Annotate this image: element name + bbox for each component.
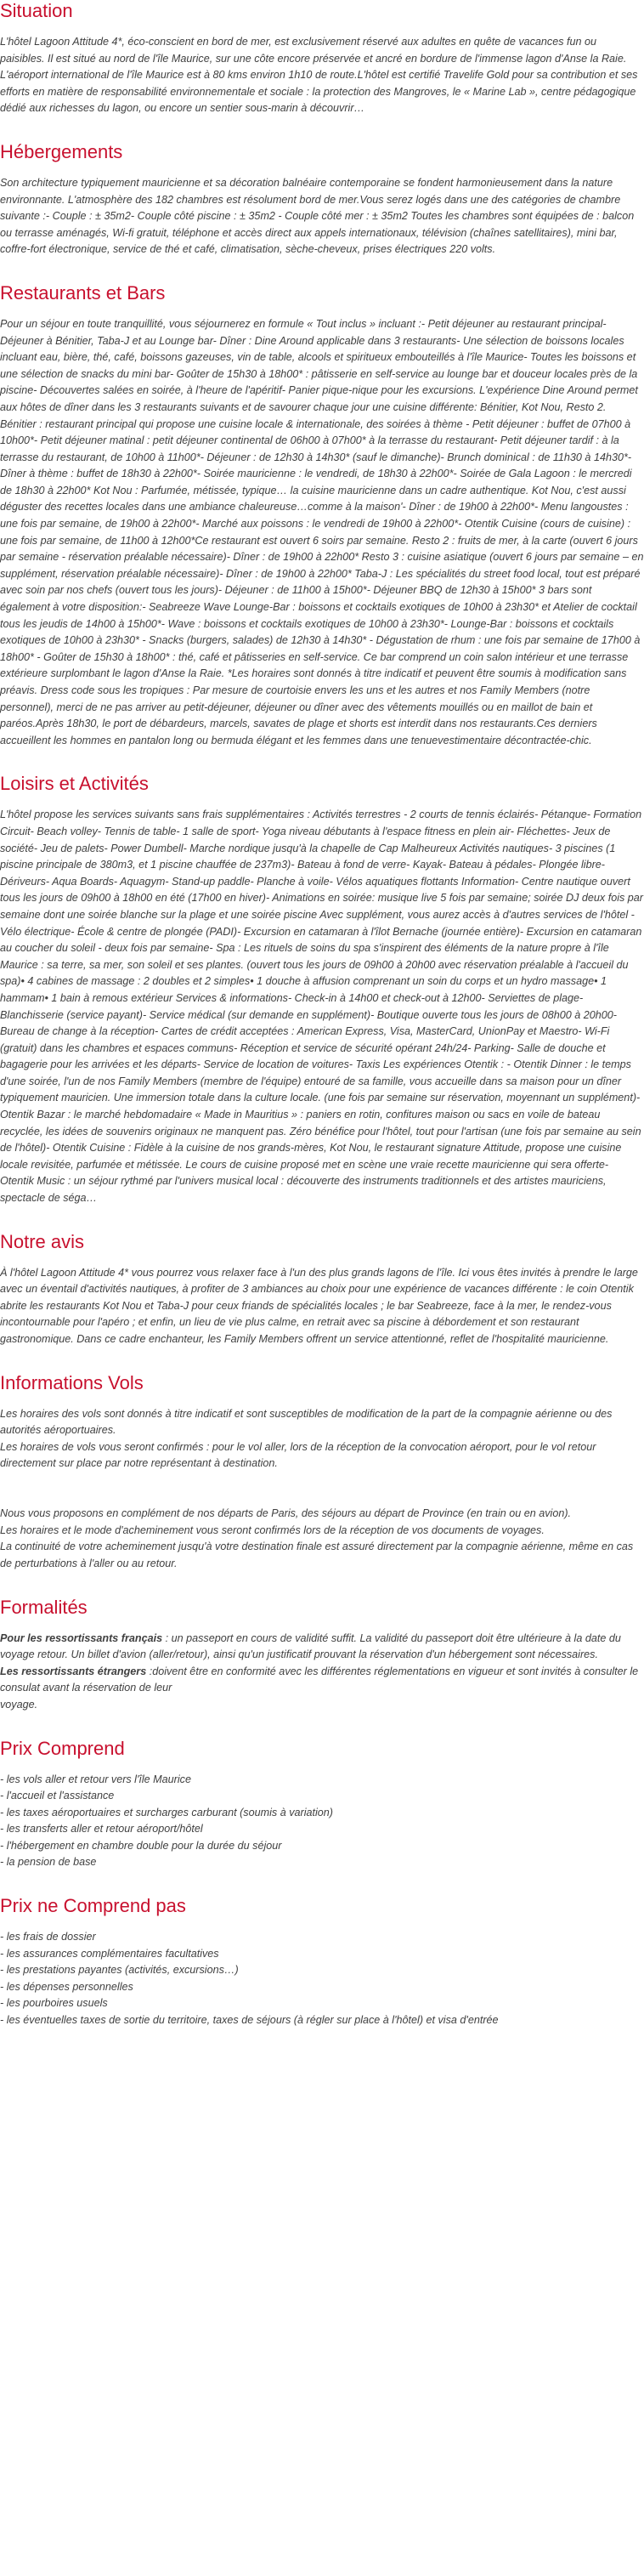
loisirs-text: L'hôtel propose les services suivants sans frais supplémentaires : Activités terrestres - 2 courts de tennis éclairés- Pétanque- Formation Circuit- Beach volley- Tennis de table- 1 salle de sport- Yoga niveau débutants à l'espace fitness en plein air- Fléchettes- Jeux de société- Jeu de palets- Power Dumbell- Marche nordique jusqu'à la chapelle de Cap Malheureux Activités nautiques- 3 piscines (1 piscine principale de 380m3, et 1 piscine chauffée de 237m3)- Bateau à fond de verre- Kayak- Bateau à pédales- Plongée libre- Dériveurs- Aqua Boards- Aquagym- Stand-up paddle- Planche à voile- Vélos aquatiques flottants Information- Centre nautique ouvert tous les jours de 09h00 à 18h00 en été (17h00 en hiver)- Animations en soirée: musique live 5 fois par semaine; soirée DJ deux fois par semaine dont une soirée blanche sur la plage et une soirée piscine Avec supplément, vous aurez accès à d'autres services de l'hôtel - Vélo électrique- École & centre de plongée (PADI)- Excursion en catamaran à l'îlot Bernache (journée entière)- Excursion en catamaran au coucher du soleil - deux fois par semaine- Spa : Les rituels de soins du spa s'inspirent des éléments de la nature propre à l'île Maurice : sa terre, sa mer, son soleil et ses plantes. (ouvert tous les jours de 09h00 à 20h00 avec réservation préalable à l'accueil du spa)• 4 cabines de massage : 2 doubles et 2 simples• 1 douche à affusion comprenant un soin du corps et un hydro massage• 1 hammam• 1 bain à remous extérieur Services & informations- Check-in à 14h00 et check-out à 12h00- Serviettes de plage- Blanchisserie (service payant)- Service médical (sur demande en supplément)- Boutique ouverte tous les jours de 08h00 à 20h00- Bureau de change à la réception- Cartes de crédit acceptées : American Express, Visa, MasterCard, UnionPay et Maestro- Wi-Fi (gratuit) dans les chambres et espaces communs- Réception et service de sécurité opérant 24h/24- Parking- Salle de douche et bagagerie pour les arrivées et les départs- Service de location de voitures- Taxis Les expériences Otentik : - Otentik Dinner : le temps d'une soirée, l'un de nos Family Members (membre de l'équipe) entouré de sa famille, vous accueille dans sa maison pour un dîner typiquement mauricien. Une immersion totale dans la culture locale. (une fois par semaine sur réservation, moyennant un supplément)- Otentik Bazar : le marché hebdomadaire « Made in Mauritius » : paniers en rotin, confitures maison ou sacs en voile de bateau recyclée, les idées de souvenirs originaux ne manquent pas. Zéro bénéfice pour l'hôtel, tout pour l'artisan (une fois par semaine au sein de l'hôtel)- Otentik Cuisine : Fidèle à la cuisine de nos grands-mères, Kot Nou, le restaurant signature Attitude, propose une cuisine locale revisitée, parfumée et métissée. Le cours de cuisine proposé met en scène une vraie recette mauricienne qui sera offerte- Otentik Music : un séjour rythmé par l'univers musical local : découverte des instruments traditionnels et des artistes mauriciens, spectacle de séga… <box>0 809 643 1205</box>
formalites-etrangers-text: :doivent être en conformité avec les différentes réglementations en vigueur et sont invités à consulter le consulat avant la réservation de leur <box>0 1665 639 1694</box>
section-title-situation: Situation <box>0 0 73 21</box>
formalites-etrangers-label: Les ressortissants étrangers <box>0 1665 147 1677</box>
section-restaurants <box>0 282 644 749</box>
section-title-formalites: Formalités <box>0 1596 88 1618</box>
formalites-francais-label: Pour les ressortissants français <box>0 1631 163 1644</box>
situation-text: L'hôtel Lagoon Attitude 4*, éco-conscient en bord de mer, est exclusivement réservé aux adultes en quête de vacances fun ou paisibles. Il est situé au nord de l'île Maurice, sur une côte encore préservée et ancré en bordure de l'immense lagon d'Anse la Raie. L'aéroport international de l'île Maurice est à 80 kms environ 1h10 de route.L'hôtel est certifié Travelife Gold pour sa contribution et ses efforts en matière de responsabilité environnementale et sociale : la protection des Mangroves, le « Marine Lab », centre pédagogique dédié aux richesses du lagon, ou encore un sentier sous-marin à découvrir… <box>0 36 638 115</box>
section-formalites <box>0 1597 644 1714</box>
formalites-francais-text: : un passeport en cours de validité suffit. La validité du passeport doit être ultérieure à la date du voyage retour. Un billet d'avion (aller/retour), ainsi qu'un justificatif prouvant la réservation d'un hébergement sont nécessaires. <box>0 1631 621 1661</box>
list-item: - la pension de base <box>0 1854 644 1871</box>
vols-text-5: La continuité de votre acheminement jusqu'à votre destination finale est assuré directement par la compagnie aérienne, même en cas de perturbations à l'aller ou au retour. <box>0 1540 634 1569</box>
list-item: - les dépenses personnelles <box>0 1979 644 1996</box>
list-item: - les pourboires usuels <box>0 1995 644 2012</box>
list-item: - les taxes aéroportuaires et surcharges carburant (soumis à variation) <box>0 1805 644 1822</box>
list-item: - les éventuelles taxes de sortie du territoire, taxes de séjours (à régler sur place à l'hôtel) et visa d'entrée <box>0 2012 644 2029</box>
section-hebergements <box>0 141 644 258</box>
section-title-loisirs: Loisirs et Activités <box>0 773 149 795</box>
restaurants-text: Pour un séjour en toute tranquillité, vous séjournerez en formule « Tout inclus » incluant :- Petit déjeuner au restaurant principal- Déjeuner à Bénitier, Taba-J et au Lounge bar- Dîner : Dine Around applicable dans 3 restaurants- Une sélection de boissons locales incluant eau, bière, thé, café, boissons gazeuses, vin de table, alcools et spiritueux embouteillés à l'île Maurice- Toutes les boissons et une sélection de snacks du mini bar- Goûter de 15h30 à 18h00* : pâtisserie en self-service au lounge bar et douceur locales près de la piscine- Découvertes salées en soirée, à l'heure de l'apéritif- Panier pique-nique pour les excursions. L'expérience Dine Around permet aux hôtes de dîner dans les 3 restaurants suivants et de savourer chaque jour une cuisine différente: Bénitier, Kot Nou, Resto 2. Bénitier : restaurant principal qui propose une cuisine locale & internationale, des soirées à thème - Petit déjeuner : buffet de 07h00 à 10h00*- Petit déjeuner matinal : petit déjeuner continental de 06h00 à 07h00* à la terrasse du restaurant- Petit déjeuner tardif : à la terrasse du restaurant, de 10h00 à 11h00*- Déjeuner : de 12h30 à 14h30* (sauf le dimanche)- Brunch dominical : de 11h30 à 14h30*- Dîner à thème : buffet de 18h30 à 22h00*- Soirée mauricienne : le vendredi, de 18h30 à 22h00*- Soirée de Gala Lagoon : le mercredi de 18h30 à 22h00* Kot Nou : Parfumée, métissée, typique… la cuisine mauricienne dans un cadre authentique. Kot Nou, c'est aussi déguster des recettes locales dans une ambiance chaleureuse…comme à la maison'- Dîner : de 19h00 à 22h00*- Menu langoustes : une fois par semaine, de 19h00 à 22h00*- Marché aux poissons : le vendredi de 19h00 à 22h00*- Otentik Cuisine (cours de cuisine) : une fois par semaine, de 11h00 à 12h00*Ce restaurant est ouvert 6 soirs par semaine. Resto 2 : fruits de mer, à la carte (ouvert 6 jours par semaine - réservation préalable nécessaire)- Dîner : de 19h00 à 22h00* Resto 3 : cuisine asiatique (ouvert 6 jours par semaine – en supplément, réservation préalable nécessaire)- Dîner : de 19h00 à 22h00* Taba-J : Les spécialités du street food local, tout est préparé avec soin par nos chefs (ouvert tous les jours)- Déjeuner : de 11h00 à 15h00*- Déjeuner BBQ de 12h30 à 15h00* 3 bars sont également à votre disposition:- Seabreeze Wave Lounge-Bar : boissons et cocktails exotiques de 10h00 à 23h30* et Atelier de cocktail tous les jeudis de 14h00 à 15h00*- Wave : boissons et cocktails exotiques de 10h00 à 23h30*- Lounge-Bar : boissons et cocktails exotiques de 10h00 à 23h30* - Snacks (burgers, salades) de 12h30 à 14h30* - Dégustation de rhum : une fois par semaine de 17h00 à 18h00* - Goûter de 15h30 à 18h00* : thé, café et pâtisseries en self-service. Ce bar comprend un coin salon intérieur et une terrasse extérieure surplombant le lagon d'Anse la Raie. *Les horaires sont donnés à titre indicatif et peuvent être soumis à modification sans préavis. Dress code sous les tropiques : Par mesure de courtoisie envers les uns et les autres et nos Family Members (notre personnel), merci de ne pas arriver au petit-déjeuner, déjeuner ou dîner avec des vêtements mouillés ou en maillot de bain et paréos.Après 18h30, le port de débardeurs, marcels, savates de plage et shorts est interdit dans nos restaurants.Ces derniers accueillent les hommes en pantalon long ou bermuda élégant et les femmes dans une tenuevestimentaire décontractée-chic. <box>0 317 644 746</box>
section-title-prix-ne-comprend-pas: Prix ne Comprend pas <box>0 1895 186 1917</box>
section-title-avis: Notre avis <box>0 1230 85 1252</box>
vols-text-3: Nous vous proposons en complément de nos départs de Paris, des séjours au départ de Province (en train ou en avion). <box>0 1507 572 1520</box>
section-prix-comprend <box>0 1738 644 1872</box>
formalites-francais <box>0 1631 644 1664</box>
section-title-hebergements: Hébergements <box>0 140 123 162</box>
list-item: - les prestations payantes (activités, excursions…) <box>0 1962 644 1979</box>
list-item: - les transferts aller et retour aéroport/hôtel <box>0 1821 644 1838</box>
section-loisirs <box>0 773 644 1206</box>
formalites-etrangers-tail: voyage. <box>0 1698 38 1711</box>
list-item: - l'accueil et l'assistance <box>0 1788 644 1805</box>
hebergements-text: Son architecture typiquement mauricienne et sa décoration balnéaire contemporaine se fondent harmonieusement dans la nature environnante. L'atmosphère des 182 chambres est résolument bord de mer.Vous serez logés dans une des catégories de chambre suivante :- Couple : ± 35m2- Couple côté piscine : ± 35m2 - Couple côté mer : ± 35m2 Toutes les chambres sont équipées de : balcon ou terrasse aménagés, Wi-fi gratuit, téléphone et accès direct aux appels internationaux, télévision (chaînes satellitaires), mini bar, coffre-fort électronique, service de thé et café, climatisation, sèche-cheveux, prises électriques 220 volts. <box>0 176 635 256</box>
prix-comprend-list <box>0 1772 644 1872</box>
vols-text-1: Les horaires des vols sont donnés à titre indicatif et sont susceptibles de modification de la part de la compagnie aérienne ou des autorités aéroportuaires. <box>0 1407 613 1437</box>
vols-text-4: Les horaires et le mode d'acheminement vous seront confirmés lors de la réception de vos documents de voyages. <box>0 1523 545 1536</box>
list-item: - les frais de dossier <box>0 1929 644 1946</box>
prix-ne-comprend-list <box>0 1929 644 2029</box>
section-situation <box>0 0 644 117</box>
formalites-etrangers <box>0 1664 644 1697</box>
section-title-vols: Informations Vols <box>0 1371 144 1393</box>
section-title-prix-comprend: Prix Comprend <box>0 1737 125 1759</box>
section-avis <box>0 1231 644 1348</box>
list-item: - les assurances complémentaires facultatives <box>0 1946 644 1963</box>
avis-text: À l'hôtel Lagoon Attitude 4* vous pourrez vous relaxer face à l'un des plus grands lagons de l'île. Ici vous êtes invités à prendre le large avec un éventail d'activités nautiques, à profiter de 3 ambiances au choix pour une expérience de vacances différente : le coin Otentik abrite les restaurants Kot Nou et Taba-J pour ceux friands de spécialités locales ; le bar Seabreeze, face à la mer, le rendez-vous incontournable pour l'apéro ; et enfin, un lieu de vie plus calme, en retrait avec sa piscine à débordement et son restaurant gastronomique. Dans ce cadre enchanteur, les Family Members offrent un service attentionné, reflet de l'hospitalité mauricienne. <box>0 1266 638 1345</box>
section-prix-ne-comprend-pas <box>0 1895 644 2029</box>
section-title-restaurants: Restaurants et Bars <box>0 281 166 304</box>
vols-text-2: Les horaires de vols vous seront confirmés : pour le vol aller, lors de la réception de la convocation aéroport, pour le vol retour directement sur place par notre représentant à destination. <box>0 1440 596 1470</box>
list-item: - les vols aller et retour vers l'île Maurice <box>0 1772 644 1789</box>
list-item: - l'hébergement en chambre double pour la durée du séjour <box>0 1838 644 1855</box>
section-vols <box>0 1372 644 1573</box>
